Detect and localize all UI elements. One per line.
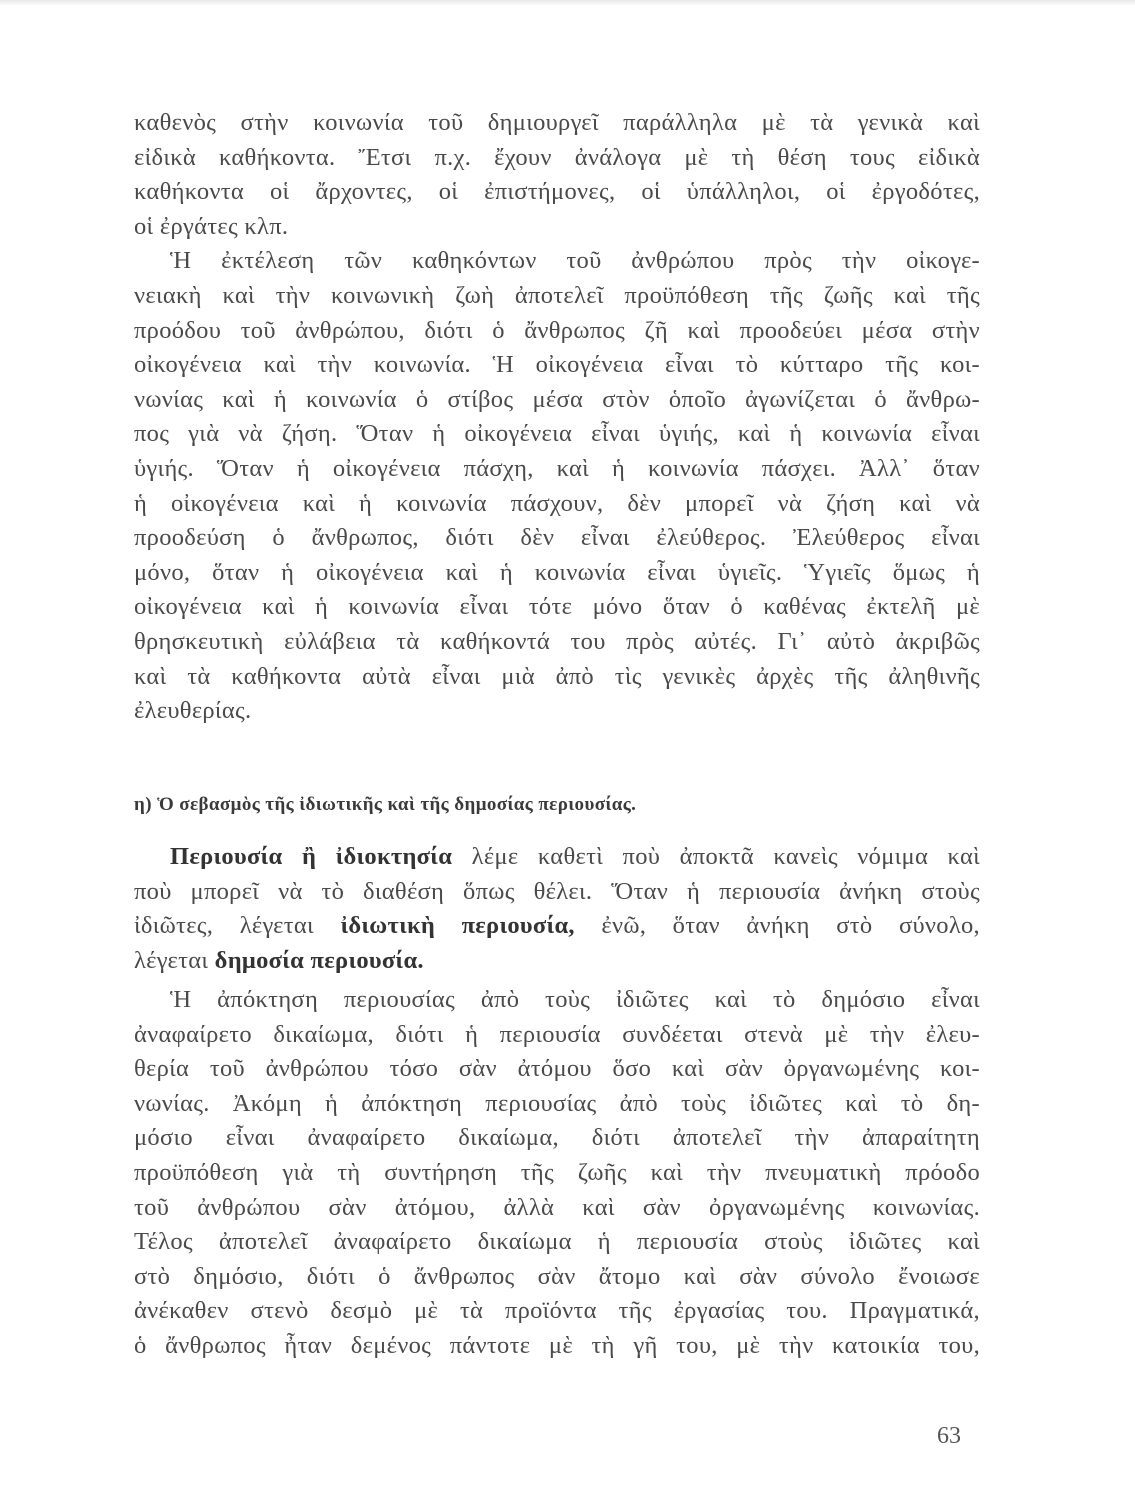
text-line: οἰκογένεια καὶ τὴν κοινωνία. Ἡ οἰκογένεια εἶναι τὸ κύτταρο τῆς κοι-: [134, 351, 980, 379]
text-line: Ἡ ἀπόκτηση περιουσίας ἀπὸ τοὺς ἰδιῶτες καὶ τὸ δημόσιο εἶναι: [170, 986, 980, 1013]
text-line: ἀναφαίρετο δικαίωμα, διότι ἡ περιουσία συνδέεται στενὰ μὲ τὴν ἐλευ-: [134, 1020, 980, 1048]
paragraph-property-definition: [134, 840, 980, 978]
text-line: πος γιὰ νὰ ζήση. Ὅταν ἡ οἰκογένεια εἶναι ὑγιής, καὶ ἡ κοινωνία εἶναι: [134, 420, 980, 448]
text-line: προοδεύση ὁ ἄνθρωπος, διότι δὲν εἶναι ἐλεύθερος. Ἐλεύθερος εἶναι: [134, 524, 980, 552]
text-line: τοῦ ἀνθρώπου σὰν ἀτόμου, ἀλλὰ καὶ σὰν ὀργανωμένης κοινωνίας.: [134, 1193, 980, 1221]
paragraph-duties: [134, 106, 980, 729]
section-heading: η) Ὁ σεβασμὸς τῆς ἰδιωτικῆς καὶ τῆς δημοσίας περιουσίας.: [134, 794, 637, 815]
bold-term: Περιουσία ἢ ἰδιοκτησία: [170, 843, 453, 870]
text-line: [134, 909, 980, 944]
text-line: [134, 944, 980, 979]
text-line: εἰδικὰ καθήκοντα. Ἔτσι π.χ. ἔχουν ἀνάλογα μὲ τὴ θέση τους εἰδικὰ: [134, 143, 980, 171]
text-line: θερία τοῦ ἀνθρώπου τόσο σὰν ἀτόμου ὅσο καὶ σὰν ὀργανωμένης κοι-: [134, 1055, 980, 1083]
text-line: Τέλος ἀποτελεῖ ἀναφαίρετο δικαίωμα ἡ περιουσία στοὺς ἰδιῶτες καὶ: [134, 1228, 980, 1256]
paragraph-property-right: [134, 983, 980, 1364]
scan-top-edge: [0, 0, 1135, 6]
text-line: θρησκευτικὴ εὐλάβεια τὰ καθήκοντά του πρὸς αὐτές. Γι᾿ αὐτὸ ἀκριβῶς: [134, 627, 980, 655]
text-line: προόδου τοῦ ἀνθρώπου, διότι ὁ ἄνθρωπος ζῆ καὶ προοδεύει μέσα στὴν: [134, 316, 980, 344]
text-line: οἰκογένεια καὶ ἡ κοινωνία εἶναι τότε μόνο ὅταν ὁ καθένας ἐκτελῆ μὲ: [134, 593, 980, 621]
text-segment: λέμε καθετὶ ποὺ ἀποκτᾶ κανεὶς νόμιμα καὶ: [452, 843, 981, 870]
text-segment: ἐνῶ, ὅταν ἀνήκη στὸ σύνολο,: [574, 912, 980, 940]
text-line: μόσιο εἶναι ἀναφαίρετο δικαίωμα, διότι ἀποτελεῖ τὴν ἀπαραίτητη: [134, 1124, 980, 1152]
text-line: [134, 840, 980, 875]
text-line: ἡ οἰκογένεια καὶ ἡ κοινωνία πάσχουν, δὲν μπορεῖ νὰ ζήση καὶ νὰ: [134, 489, 980, 517]
text-line: ὑγιής. Ὅταν ἡ οἰκογένεια πάσχη, καὶ ἡ κοινωνία πάσχει. Ἀλλ᾿ ὅταν: [134, 454, 980, 482]
text-segment: ἰδιῶτες, λέγεται: [134, 912, 341, 940]
text-line: στὸ δημόσιο, διότι ὁ ἄνθρωπος σὰν ἄτομο καὶ σὰν σύνολο ἔνοιωσε: [134, 1262, 980, 1290]
text-line: νωνίας καὶ ἡ κοινωνία ὁ στίβος μέσα στὸν ὁποῖο ἀγωνίζεται ὁ ἄνθρω-: [134, 385, 980, 413]
text-line: καθήκοντα οἱ ἄρχοντες, οἱ ἐπιστήμονες, οἱ ὑπάλληλοι, οἱ ἐργοδότες,: [134, 178, 980, 206]
text-line: ποὺ μπορεῖ νὰ τὸ διαθέση ὅπως θέλει. Ὅταν ἡ περιουσία ἀνήκη στοὺς: [134, 877, 980, 905]
text-line: ἀνέκαθεν στενὸ δεσμὸ μὲ τὰ προϊόντα τῆς ἐργασίας του. Πραγματικά,: [134, 1297, 980, 1325]
text-line: μόνο, ὅταν ἡ οἰκογένεια καὶ ἡ κοινωνία εἶναι ὑγιεῖς. Ὑγιεῖς ὅμως ἡ: [134, 558, 980, 586]
text-line: ὁ ἄνθρωπος ἦταν δεμένος πάντοτε μὲ τὴ γῆ του, μὲ τὴν κατοικία του,: [134, 1331, 980, 1359]
text-line: νειακὴ καὶ τὴν κοινωνικὴ ζωὴ ἀποτελεῖ προϋπόθεση τῆς ζωῆς καὶ τῆς: [134, 281, 980, 309]
bold-term: ἰδιωτικὴ περιουσία,: [340, 912, 575, 940]
page-number: 63: [937, 1423, 961, 1449]
text-line: οἱ ἐργάτες κλπ.: [134, 212, 289, 240]
bold-term: δημοσία περιουσία.: [214, 946, 424, 974]
text-line: προϋπόθεση γιὰ τὴ συντήρηση τῆς ζωῆς καὶ τὴν πνευματικὴ πρόοδο: [134, 1158, 980, 1186]
text-line: Ἡ ἐκτέλεση τῶν καθηκόντων τοῦ ἀνθρώπου πρὸς τὴν οἰκογε-: [170, 247, 980, 275]
text-segment: λέγεται: [134, 946, 215, 974]
text-line: καθενὸς στὴν κοινωνία τοῦ δημιουργεῖ παράλληλα μὲ τὰ γενικὰ καὶ: [134, 109, 980, 136]
text-line: καὶ τὰ καθήκοντα αὐτὰ εἶναι μιὰ ἀπὸ τὶς γενικὲς ἀρχὲς τῆς ἀληθινῆς: [134, 662, 980, 690]
text-line: νωνίας. Ἀκόμη ἡ ἀπόκτηση περιουσίας ἀπὸ τοὺς ἰδιῶτες καὶ τὸ δη-: [134, 1089, 980, 1117]
text-line: ἐλευθερίας.: [134, 697, 252, 725]
